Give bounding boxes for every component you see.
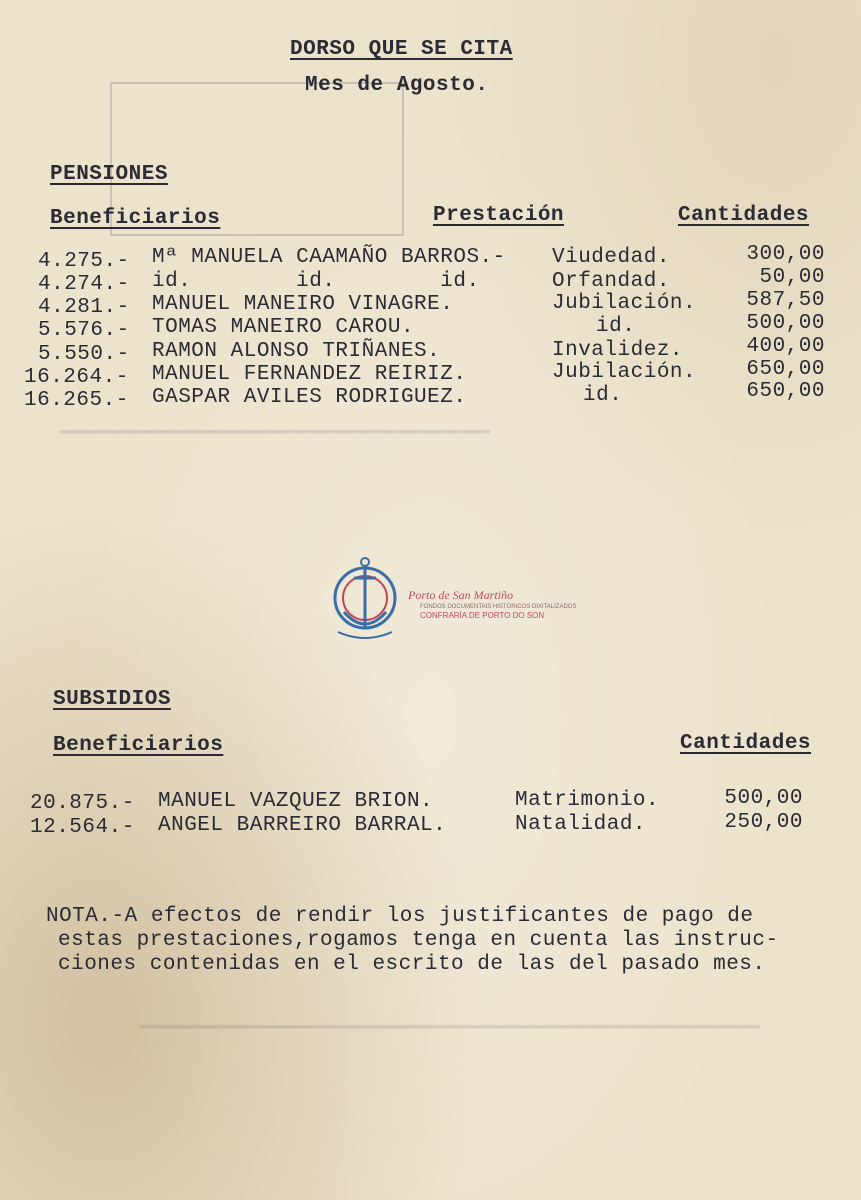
table-row-name: GASPAR AVILES RODRIGUEZ. xyxy=(152,386,467,409)
document-subtitle: Mes de Agosto. xyxy=(305,74,489,97)
table-row-amount: 50,00 xyxy=(759,266,825,289)
table-row-name: MANUEL MANEIRO VINAGRE. xyxy=(152,293,454,316)
table-row-amount: 300,00 xyxy=(746,243,825,266)
subsidies-col-beneficiarios: Beneficiarios xyxy=(53,734,224,757)
table-row-name: MANUEL FERNANDEZ REIRIZ. xyxy=(152,363,467,386)
table-row-amount: 250,00 xyxy=(724,811,803,834)
table-row-name: Mª MANUELA CAAMAÑO BARROS.- xyxy=(152,246,506,269)
table-row-benefit: Matrimonio. xyxy=(515,789,660,812)
table-row-benefit: Viudedad. xyxy=(552,246,670,269)
table-row-number: 5.576.- xyxy=(38,319,130,342)
table-row-number: 4.281.- xyxy=(38,296,130,319)
bleed-through-text: ━━━━━━━━━━━━━━━━━━━━━━━━━━━━━━━━━━ xyxy=(60,423,490,446)
table-row-name: RAMON ALONSO TRIÑANES. xyxy=(152,340,441,363)
pensions-col-cantidades: Cantidades xyxy=(678,204,810,227)
table-row-amount: 400,00 xyxy=(746,335,825,358)
table-row-benefit: Natalidad. xyxy=(515,813,647,836)
subsidies-col-cantidades: Cantidades xyxy=(680,732,812,755)
bleed-through-text: ━━━━━━━━━━━━━━━━━━━━━━━━━━━━━━━━━━━━━━━━━━━━━━━━━ xyxy=(140,1018,760,1041)
table-row-benefit: id. xyxy=(583,384,623,407)
table-row-number: 16.264.- xyxy=(24,366,129,389)
table-row-name: TOMAS MANEIRO CAROU. xyxy=(152,316,415,339)
table-row-number: 16.265.- xyxy=(24,389,129,412)
table-row-benefit: Jubilación. xyxy=(552,361,697,384)
table-row-amount: 650,00 xyxy=(746,380,825,403)
note-line: estas prestaciones,rogamos tenga en cuenta las instruc- xyxy=(58,929,779,952)
table-row-number: 5.550.- xyxy=(38,343,130,366)
watermark-org: CONFRARÍA DE PORTO DO SON xyxy=(420,611,545,620)
table-row-number: 20.875.- xyxy=(30,792,135,815)
table-row-amount: 587,50 xyxy=(746,289,825,312)
subsidies-section-heading: SUBSIDIOS xyxy=(53,688,171,711)
table-row-name: id. id. id. xyxy=(152,270,480,293)
note-line: ciones contenidas en el escrito de las del pasado mes. xyxy=(58,953,766,976)
watermark-title: Porto de San Martiño xyxy=(408,588,513,602)
table-row-name: ANGEL BARREIRO BARRAL. xyxy=(158,814,447,837)
table-row-amount: 500,00 xyxy=(746,312,825,335)
pensions-section-heading: PENSIONES xyxy=(50,163,168,186)
table-row-number: 4.274.- xyxy=(38,273,130,296)
table-row-benefit: Invalidez. xyxy=(552,339,684,362)
anchor-logo-icon xyxy=(330,552,400,644)
document-title: DORSO QUE SE CITA xyxy=(290,38,513,61)
table-row-number: 12.564.- xyxy=(30,816,135,839)
pensions-col-beneficiarios: Beneficiarios xyxy=(50,207,221,230)
table-row-amount: 500,00 xyxy=(724,787,803,810)
table-row-benefit: id. xyxy=(596,315,636,338)
table-row-number: 4.275.- xyxy=(38,250,130,273)
table-row-benefit: Orfandad. xyxy=(552,270,670,293)
table-row-benefit: Jubilación. xyxy=(552,292,697,315)
table-row-amount: 650,00 xyxy=(746,358,825,381)
pensions-col-prestacion: Prestación xyxy=(433,204,565,227)
table-row-name: MANUEL VAZQUEZ BRION. xyxy=(158,790,434,813)
note-line: NOTA.-A efectos de rendir los justificantes de pago de xyxy=(46,905,754,928)
watermark-subtitle: FONDOS DOCUMENTAIS HISTÓRICOS DIXITALIZADOS xyxy=(420,604,577,610)
